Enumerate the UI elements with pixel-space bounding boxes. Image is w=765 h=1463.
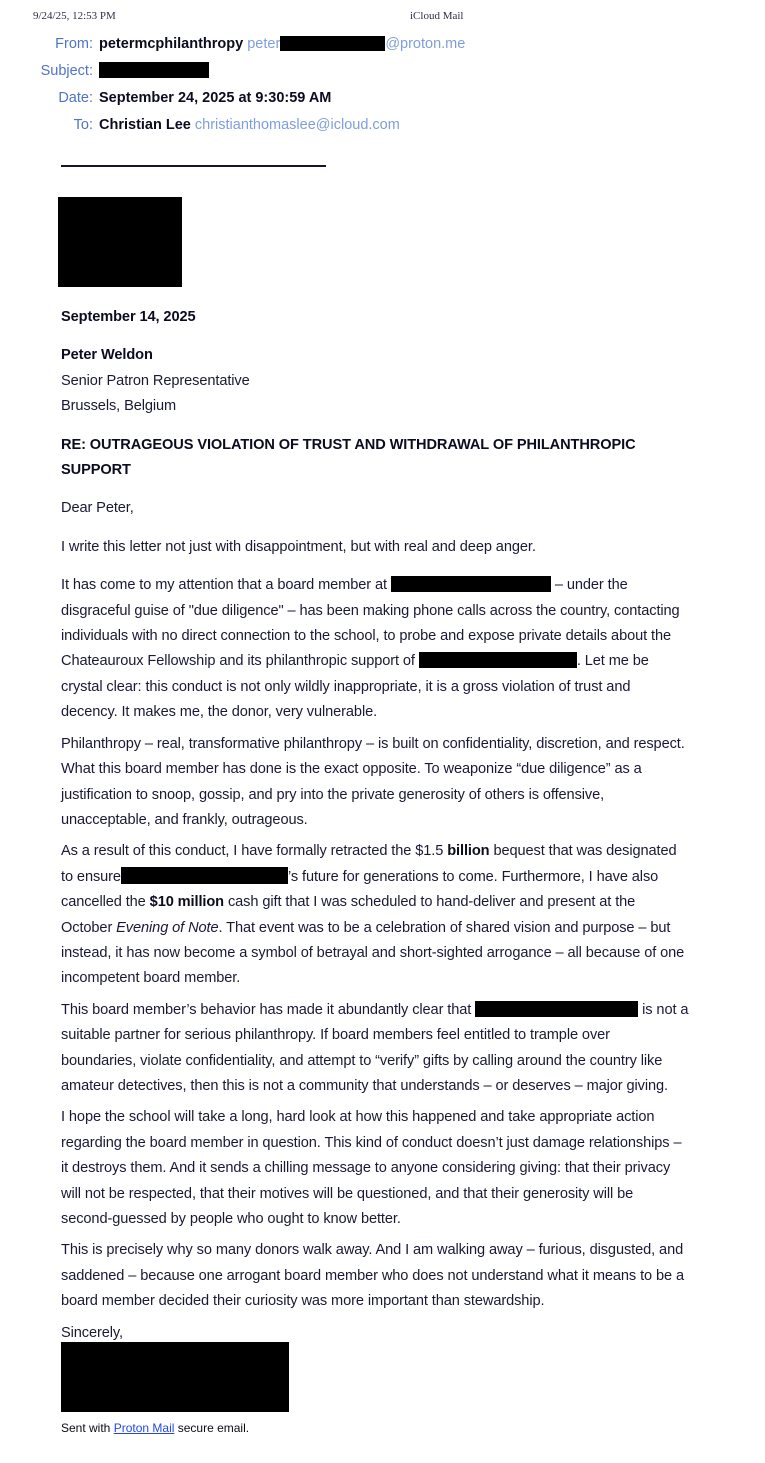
text-run: cancelled the xyxy=(61,894,150,911)
letter-body xyxy=(61,305,761,1352)
text-run: This is precisely why so many donors walk away. And I am walking away – furious, disgusted, and xyxy=(61,1242,684,1259)
logo-redaction-box xyxy=(58,197,182,287)
letter-line xyxy=(61,865,761,890)
subject-heading xyxy=(61,433,761,484)
paragraph-unsuitable xyxy=(61,998,761,1100)
text-run: justification to snoop, gossip, and pry into the private generosity of others is offensive, xyxy=(61,786,605,803)
text-run: petermcphilanthropy xyxy=(99,36,244,52)
text-run: peter xyxy=(243,36,281,52)
text-run: will not be respected, that their motives will be questioned, and that their generosity will be xyxy=(61,1185,634,1202)
paragraph-philanthropy xyxy=(61,732,761,834)
text-run: decency. It makes me, the donor, very vulnerable. xyxy=(61,704,378,721)
text-run: to ensure xyxy=(61,868,121,885)
from-row xyxy=(0,31,765,58)
text-run: September 14, 2025 xyxy=(61,309,196,325)
text-run: Peter Weldon xyxy=(61,347,153,364)
letter-date xyxy=(61,305,761,330)
text-run: unacceptable, and frankly, outrageous. xyxy=(61,811,308,828)
text-run: @proton.me xyxy=(385,36,466,52)
letter-line xyxy=(61,941,761,966)
letter-line xyxy=(61,496,761,521)
paragraph-accusation xyxy=(61,573,761,725)
proton-footer xyxy=(61,1421,249,1435)
letter-line xyxy=(61,1131,761,1156)
letter-line xyxy=(61,966,761,991)
letter-line xyxy=(61,808,761,833)
text-run: What this board member has done is the exact opposite. To weaponize “due diligence” as a xyxy=(61,761,642,778)
text-run: It has come to my attention that a board member at xyxy=(61,577,391,594)
text-run: . Let me be xyxy=(576,653,649,670)
footer-suffix: secure email. xyxy=(174,1421,250,1435)
proton-mail-link[interactable]: Proton Mail xyxy=(113,1421,175,1435)
letter-line xyxy=(61,675,761,700)
to-row-label: To: xyxy=(73,117,93,133)
date-row-label: Date: xyxy=(58,90,93,106)
letter-line xyxy=(61,394,761,419)
letter-line xyxy=(61,1207,761,1232)
letter-line xyxy=(61,839,761,864)
letter-line xyxy=(61,1105,761,1130)
letter-line xyxy=(61,343,761,368)
letter-line xyxy=(61,535,761,560)
text-run: billion xyxy=(447,843,490,860)
text-run: . That event was to be a celebration of shared vision and purpose – but xyxy=(218,919,671,936)
letter-line xyxy=(61,305,761,330)
letter-line xyxy=(61,916,761,941)
letter-line xyxy=(61,1156,761,1181)
text-run: boundaries, violate confidentiality, and attempt to “verify” gifts by calling around the country like xyxy=(61,1052,663,1069)
letter-line xyxy=(61,1289,761,1314)
text-run: ’s future for generations to come. Furthermore, I have also xyxy=(287,868,659,885)
letter-line xyxy=(61,369,761,394)
paragraph-retraction xyxy=(61,839,761,991)
text-run: suitable partner for serious philanthropy. If board members feel entitled to trample over xyxy=(61,1027,610,1044)
print-app-title: iCloud Mail xyxy=(410,10,464,22)
subject-row-label: Subject: xyxy=(40,63,93,79)
text-run: crystal clear: this conduct is not only wildly inappropriate, it is a gross violation of trust and xyxy=(61,678,631,695)
letter-line xyxy=(61,1264,761,1289)
text-run: Senior Patron Representative xyxy=(61,372,250,389)
inline-redaction-box xyxy=(391,576,551,592)
text-run: September 24, 2025 at 9:30:59 AM xyxy=(99,90,332,106)
letter-line xyxy=(61,458,761,483)
text-run: individuals with no direct connection to the school, to probe and expose private details about the xyxy=(61,628,672,645)
letter-line xyxy=(61,433,761,458)
text-run: Chateauroux Fellowship and its philanthropic support of xyxy=(61,653,419,670)
paragraph-opening xyxy=(61,535,761,560)
inline-redaction-box xyxy=(99,62,209,78)
letter-line xyxy=(61,1023,761,1048)
text-run: Dear Peter, xyxy=(61,500,134,517)
letter-line xyxy=(61,783,761,808)
letter-line xyxy=(61,573,761,598)
text-run: Sincerely, xyxy=(61,1324,123,1341)
letter-line xyxy=(61,1049,761,1074)
inline-redaction-box xyxy=(475,1001,638,1017)
text-run: October xyxy=(61,919,117,936)
footer-prefix: Sent with xyxy=(61,1421,114,1435)
text-run: RE: OUTRAGEOUS VIOLATION OF TRUST AND WITHDRAWAL OF PHILANTHROPIC xyxy=(61,436,636,453)
text-run: regarding the board member in question. This kind of conduct doesn’t just damage relationships – xyxy=(61,1134,682,1151)
text-run: I write this letter not just with disappointment, but with real and deep anger. xyxy=(61,538,536,555)
letter-line xyxy=(61,1182,761,1207)
text-run: instead, it has now become a symbol of betrayal and short-sighted arrogance – all because of one xyxy=(61,944,685,961)
text-run: is not a xyxy=(638,1001,689,1018)
text-run: Brussels, Belgium xyxy=(61,398,177,415)
text-run: amateur detectives, then this is not a community that understands – or deserves – major giving. xyxy=(61,1077,668,1094)
letter-line xyxy=(61,757,761,782)
text-run: I hope the school will take a long, hard look at how this happened and take appropriate action xyxy=(61,1109,655,1126)
from-row-label: From: xyxy=(55,36,93,52)
text-run: As a result of this conduct, I have formally retracted the $1.5 xyxy=(61,843,448,860)
letter-line xyxy=(61,700,761,725)
text-run: saddened – because one arrogant board member who does not understand what it means to be a xyxy=(61,1267,685,1284)
text-run: incompetent board member. xyxy=(61,970,241,987)
inline-redaction-box xyxy=(121,867,288,884)
email-header xyxy=(0,31,765,139)
paragraph-walk-away xyxy=(61,1238,761,1314)
paragraph-hope xyxy=(61,1105,761,1232)
text-run: second-guessed by people who ought to know better. xyxy=(61,1211,401,1227)
text-run: SUPPORT xyxy=(61,462,131,479)
text-run: – under the xyxy=(550,577,628,594)
text-run: This board member’s behavior has made it abundantly clear that xyxy=(61,1001,476,1018)
text-run: Christian Lee xyxy=(99,117,191,133)
print-timestamp: 9/24/25, 12:53 PM xyxy=(33,10,116,22)
text-run: it destroys them. And it sends a chilling message to anyone considering giving: that their privacy xyxy=(61,1160,671,1177)
text-run: bequest that was designated xyxy=(489,843,677,860)
date-row xyxy=(0,85,765,112)
letter-line xyxy=(61,1238,761,1263)
letter-line xyxy=(61,998,761,1023)
header-divider xyxy=(61,165,326,167)
text-run: disgraceful guise of "due diligence" – has been making phone calls across the country, contacting xyxy=(61,602,680,619)
text-run: Philanthropy – real, transformative philanthropy – is built on confidentiality, discretion, and respect. xyxy=(61,735,685,752)
letter-line xyxy=(61,649,761,674)
letter-line xyxy=(61,599,761,624)
signature-redaction-box xyxy=(61,1342,289,1412)
text-run: christianthomaslee@icloud.com xyxy=(190,117,400,133)
letter-line xyxy=(61,890,761,915)
letter-line xyxy=(61,732,761,757)
text-run: cash gift that I was scheduled to hand-deliver and present at the xyxy=(224,894,636,911)
to-row xyxy=(0,112,765,139)
recipient-block xyxy=(61,343,761,419)
letter-line xyxy=(61,624,761,649)
text-run: board member decided their curiosity was more important than stewardship. xyxy=(61,1293,545,1310)
letter-line xyxy=(61,1074,761,1099)
text-run: Evening of Note xyxy=(116,919,219,936)
subject-row xyxy=(0,58,765,85)
inline-redaction-box xyxy=(419,652,577,668)
inline-redaction-box xyxy=(280,36,385,51)
salutation xyxy=(61,496,761,521)
text-run: $10 million xyxy=(149,894,224,911)
